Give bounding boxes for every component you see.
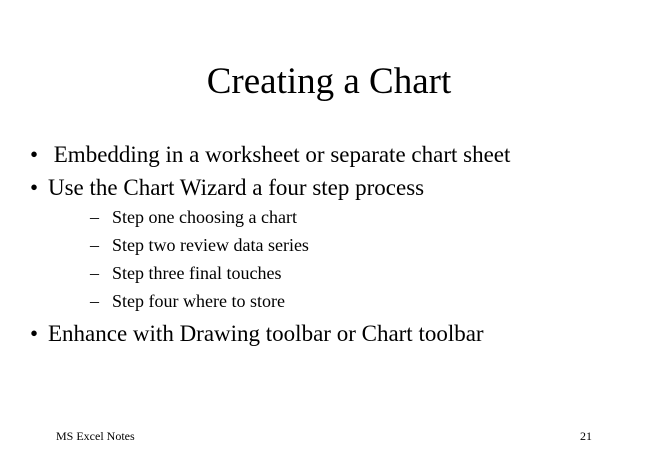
sub-bullet-step-two (90, 234, 309, 256)
sub-bullet-marker: – (90, 291, 99, 311)
bullet-marker: • (30, 321, 39, 346)
bullet-text: Embedding in a worksheet or separate chart sheet (48, 142, 511, 167)
sub-bullet-marker: – (90, 235, 99, 255)
sub-bullet-marker: – (90, 207, 99, 227)
sub-bullet-step-one (90, 206, 297, 228)
sub-bullet-marker: – (90, 263, 99, 283)
bullet-marker: • (30, 175, 39, 200)
sub-bullet-step-four (90, 290, 285, 312)
bullet-item-embedding (30, 141, 510, 169)
page-number: 21 (580, 429, 592, 443)
slide-title: Creating a Chart (206, 61, 452, 102)
bullet-marker: • (30, 142, 39, 167)
footer-label: MS Excel Notes (56, 429, 135, 443)
sub-bullet-text: Step three final touches (112, 263, 282, 283)
sub-bullet-step-three (90, 262, 281, 284)
bullet-text: Use the Chart Wizard a four step process (48, 175, 425, 200)
bullet-text: Enhance with Drawing toolbar or Chart toolbar (48, 321, 484, 346)
sub-bullet-text: Step one choosing a chart (112, 207, 297, 227)
bullet-item-enhance (30, 320, 484, 348)
sub-bullet-text: Step two review data series (112, 235, 309, 255)
sub-bullet-text: Step four where to store (112, 291, 285, 311)
bullet-item-chart-wizard (30, 174, 424, 202)
